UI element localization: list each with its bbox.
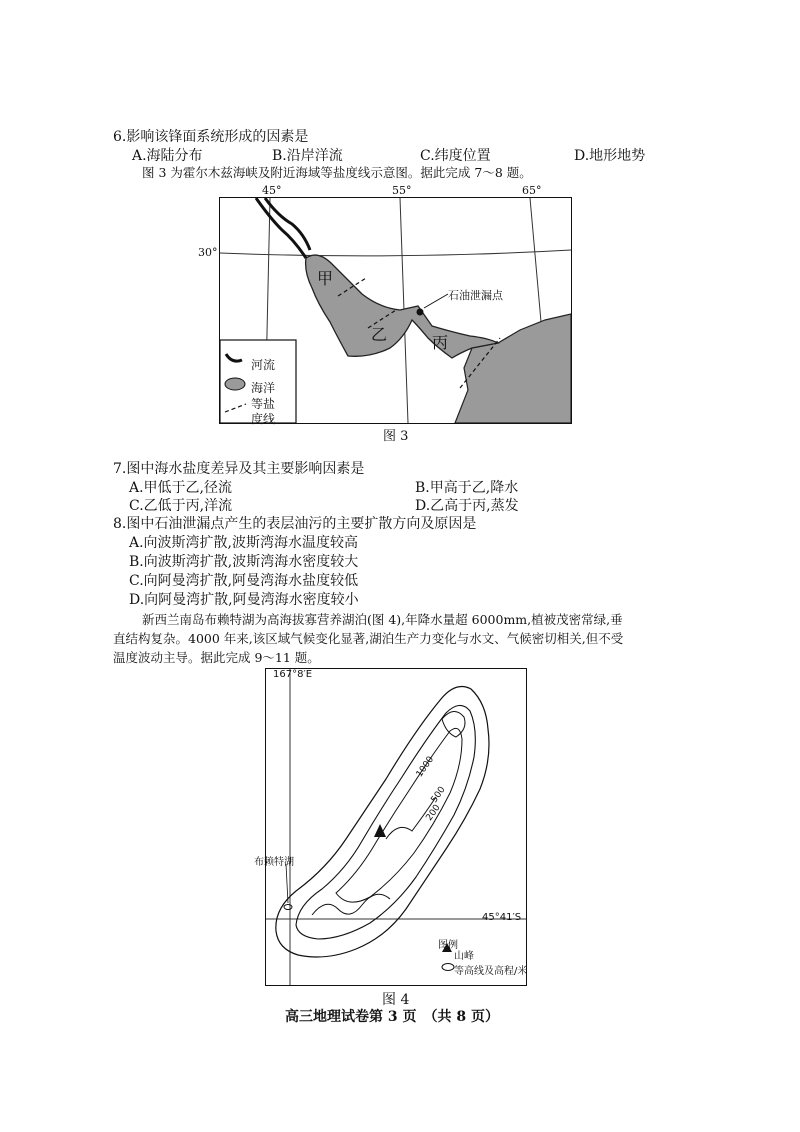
- question-6-option-a: A.海陆分布: [132, 148, 203, 164]
- fig3-lon-55: 55°: [392, 184, 412, 197]
- fig3-persian-gulf: [306, 255, 498, 358]
- question-7-option-d: D.乙高于丙,蒸发: [415, 498, 519, 514]
- fig4-contour-label-200: 200: [424, 803, 443, 823]
- fig4-legend-title: 图例: [438, 940, 458, 951]
- fig3-lat-30: 30°: [198, 246, 218, 259]
- fig4-contour-label-1000: 1000: [414, 754, 437, 780]
- fig3-label-jia: 甲: [317, 269, 334, 288]
- fig3-arabian-sea: [455, 314, 571, 423]
- fig4-peak-marker: [374, 824, 386, 837]
- figure-4-map: [265, 668, 527, 986]
- question-6-option-b: B.沿岸洋流: [272, 148, 343, 164]
- figure-4-intro-line-2: 直结构复杂。4000 年来,该区域气候变化显著,湖泊生产力变化与水文、气候密切相关,但不受: [113, 631, 624, 646]
- fig4-lake: [284, 905, 292, 910]
- question-8-stem: 8.图中石油泄漏点产生的表层油污的主要扩散方向及原因是: [113, 516, 477, 532]
- question-8-option-a: A.向波斯湾扩散,波斯湾海水温度较高: [129, 535, 359, 551]
- figure-3-intro: 图 3 为霍尔木兹海峡及附近海域等盐度线示意图。据此完成 7～8 题。: [142, 165, 532, 180]
- fig4-contour-detail-3: [442, 711, 465, 737]
- fig4-legend-contour-icon: [442, 964, 454, 971]
- figure-4-caption: 图 4: [382, 992, 410, 1008]
- fig3-spill-pointer: [424, 294, 448, 308]
- question-7-option-b: B.甲高于乙,降水: [415, 480, 519, 496]
- fig3-legend-isohaline-2: 度线: [251, 412, 276, 426]
- fig4-contour-detail-1: [312, 894, 390, 915]
- fig4-lon-label: 167°8′E: [273, 669, 313, 680]
- fig3-spill-marker: [417, 309, 424, 316]
- fig3-legend-ocean: 海洋: [251, 381, 276, 395]
- fig4-legend-contour: 等高线及高程/米: [454, 966, 528, 977]
- fig4-contour-500: [296, 705, 475, 939]
- fig3-parallel-30: [220, 250, 571, 256]
- question-6-option-c: C.纬度位置: [420, 148, 491, 164]
- fig3-label-yi: 乙: [371, 325, 388, 344]
- fig4-lat-label: 45°41′S: [482, 912, 522, 923]
- fig3-legend-isohaline-1: 等盐: [251, 397, 276, 411]
- question-6-stem: 6.影响该锋面系统形成的因素是: [113, 129, 309, 145]
- fig3-lon-65: 65°: [522, 184, 542, 197]
- question-7-option-c: C.乙低于丙,洋流: [129, 498, 233, 514]
- page-footer: 高三地理试卷第 3 页 （共 8 页）: [285, 1009, 499, 1025]
- fig3-legend-ocean-icon: [225, 378, 245, 390]
- fig3-label-bing: 丙: [432, 333, 449, 352]
- fig3-river-euphrates: [265, 198, 310, 250]
- question-8-option-b: B.向波斯湾扩散,波斯湾海水密度较大: [129, 554, 359, 570]
- fig3-legend-river: 河流: [251, 358, 276, 372]
- question-8-option-c: C.向阿曼湾扩散,阿曼湾海水盐度较低: [129, 573, 359, 589]
- fig4-contour-200: [276, 687, 489, 957]
- figure-4-svg: [266, 669, 526, 985]
- fig4-lake-pointer: [286, 864, 288, 903]
- figure-4-intro-line-1: 新西兰南岛布赖特湖为高海拔寡营养湖泊(图 4),年降水量超 6000mm,植被茂密常绿,垂: [142, 612, 623, 627]
- fig3-river-tigris: [256, 198, 306, 258]
- fig3-lon-45: 45°: [262, 184, 282, 197]
- figure-3-caption: 图 3: [383, 429, 409, 444]
- fig4-legend-peak: 山峰: [454, 951, 474, 962]
- fig4-contour-1000: [336, 728, 462, 902]
- question-7-option-a: A.甲低于乙,径流: [129, 480, 233, 496]
- question-7-stem: 7.图中海水盐度差异及其主要影响因素是: [113, 461, 365, 477]
- figure-4-intro-line-3: 温度波动主导。据此完成 9～11 题。: [113, 650, 320, 665]
- question-6-option-d: D.地形地势: [574, 148, 646, 164]
- fig3-spill-label: 石油泄漏点: [448, 289, 503, 302]
- question-8-option-d: D.向阿曼湾扩散,阿曼湾海水密度较小: [129, 592, 359, 608]
- fig4-lake-label: 布赖特湖: [254, 857, 294, 868]
- fig4-contour-label-500: 500: [429, 785, 448, 805]
